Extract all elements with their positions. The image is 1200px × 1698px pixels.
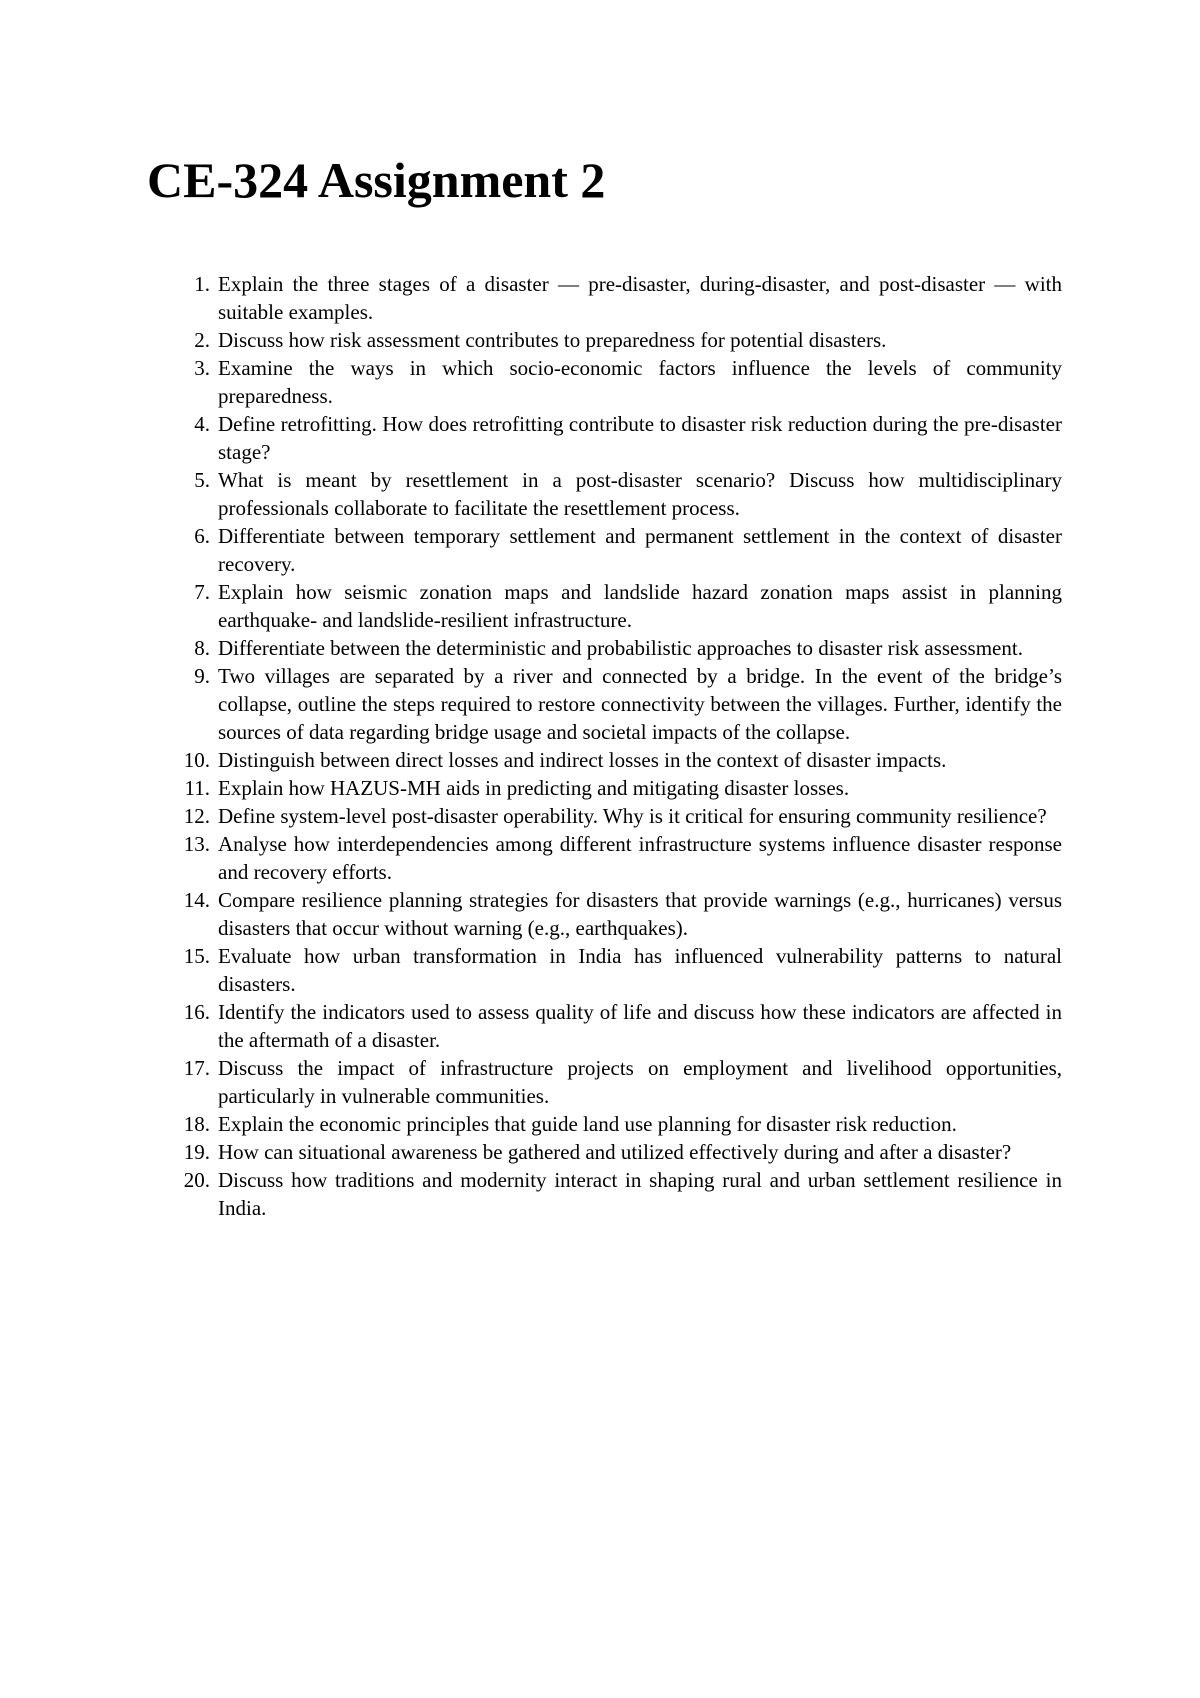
question-number: 10. [183, 748, 210, 772]
question-number: 12. [183, 804, 210, 828]
question-item [194, 522, 1062, 578]
question-item [194, 578, 1062, 634]
question-item [194, 354, 1062, 410]
question-number: 9. [194, 664, 210, 688]
question-text: Explain how HAZUS-MH aids in predicting and mitigating disaster losses. [218, 776, 850, 800]
question-number: 3. [194, 356, 210, 380]
question-item [194, 662, 1062, 746]
question-number: 16. [183, 1000, 210, 1024]
question-text: Compare resilience planning strategies for disasters that provide warnings (e.g., hurricanes) versus disasters that occur without warning (e.g., earthquakes). [218, 888, 1062, 940]
question-text: Examine the ways in which socio-economic factors influence the levels of community preparedness. [218, 356, 1062, 408]
question-number: 18. [183, 1112, 210, 1136]
question-number: 13. [183, 832, 210, 856]
question-number: 20. [183, 1168, 210, 1192]
question-text: Discuss the impact of infrastructure projects on employment and livelihood opportunities, particularly in vulnerable communities. [218, 1056, 1062, 1108]
question-number: 17. [183, 1056, 210, 1080]
question-number: 15. [183, 944, 210, 968]
question-number: 8. [194, 636, 210, 660]
question-text: Two villages are separated by a river and connected by a bridge. In the event of the bridge’s collapse, outline the steps required to restore connectivity between the villages. Further, identify the sources of data regarding bridge usage and societal impacts of the collapse. [218, 664, 1062, 744]
question-text: Distinguish between direct losses and indirect losses in the context of disaster impacts. [218, 748, 947, 772]
question-text: Identify the indicators used to assess quality of life and discuss how these indicators are affected in the aftermath of a disaster. [218, 1000, 1062, 1052]
question-number: 1. [194, 272, 210, 296]
question-item [194, 270, 1062, 326]
question-item [183, 942, 1062, 998]
question-text: Discuss how risk assessment contributes to preparedness for potential disasters. [218, 328, 887, 352]
question-text: What is meant by resettlement in a post-disaster scenario? Discuss how multidisciplinary professionals collaborate to facilitate the resettlement process. [218, 468, 1062, 520]
question-text: Evaluate how urban transformation in India has influenced vulnerability patterns to natural disasters. [218, 944, 1062, 996]
question-item [183, 998, 1062, 1054]
question-item [183, 746, 1062, 774]
question-list [183, 270, 1062, 1222]
question-item [183, 1138, 1062, 1166]
question-item [183, 886, 1062, 942]
question-number: 5. [194, 468, 210, 492]
question-text: Explain the three stages of a disaster — pre-disaster, during-disaster, and post-disaster — with suitable examples. [218, 272, 1062, 324]
question-text: Explain how seismic zonation maps and landslide hazard zonation maps assist in planning earthquake- and landslide-resilient infrastructure. [218, 580, 1062, 632]
question-number: 6. [194, 524, 210, 548]
question-text: Differentiate between the deterministic and probabilistic approaches to disaster risk assessment. [218, 636, 1023, 660]
question-text: Analyse how interdependencies among different infrastructure systems influence disaster response and recovery efforts. [218, 832, 1062, 884]
question-item [194, 326, 1062, 354]
question-text: How can situational awareness be gathered and utilized effectively during and after a disaster? [218, 1140, 1012, 1164]
question-text: Explain the economic principles that guide land use planning for disaster risk reduction. [218, 1112, 957, 1136]
question-item [183, 1110, 1062, 1138]
question-item [194, 634, 1062, 662]
question-text: Differentiate between temporary settlement and permanent settlement in the context of disaster recovery. [218, 524, 1062, 576]
question-number: 7. [194, 580, 210, 604]
question-text: Define system-level post-disaster operability. Why is it critical for ensuring community resilience? [218, 804, 1047, 828]
question-number: 11. [184, 776, 210, 800]
question-item [184, 774, 1062, 802]
question-item [194, 466, 1062, 522]
question-number: 2. [194, 328, 210, 352]
question-item [183, 830, 1062, 886]
question-text: Discuss how traditions and modernity interact in shaping rural and urban settlement resilience in India. [218, 1168, 1062, 1220]
question-item [194, 410, 1062, 466]
document-title: CE-324 Assignment 2 [147, 152, 606, 208]
question-number: 19. [183, 1140, 210, 1164]
question-item [183, 1166, 1062, 1222]
question-number: 4. [194, 412, 210, 436]
question-item [183, 802, 1062, 830]
question-item [183, 1054, 1062, 1110]
question-text: Define retrofitting. How does retrofitting contribute to disaster risk reduction during the pre-disaster stage? [218, 412, 1062, 464]
question-number: 14. [183, 888, 210, 912]
